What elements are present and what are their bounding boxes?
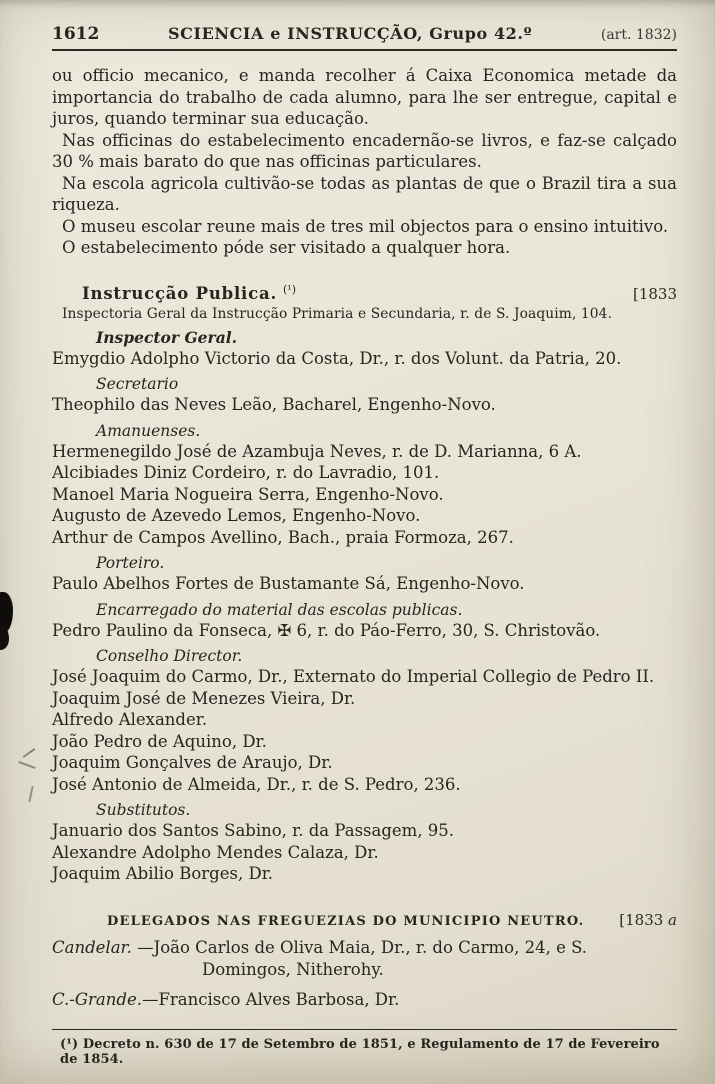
roster-line: José Joaquim do Carmo, Dr., Externato do Imperial Collegio de Pedro II. [52, 667, 655, 687]
paragraph-5: O estabelecimento póde ser visitado a qualquer hora. [62, 238, 511, 257]
role-heading-inspector: Inspector Geral. [96, 327, 238, 347]
roster-line: Joaquim José de Menezes Vieira, Dr. [52, 688, 356, 708]
header-article-ref: (art. 1832) [600, 27, 677, 43]
header-rule [52, 49, 677, 51]
section-title: Instrucção Publica. [82, 283, 278, 303]
delegate-entry-candelaria [52, 937, 677, 981]
delegates-heading: DELEGADOS NAS FREGUEZIAS DO MUNICIPIO NEUTRO. [107, 913, 585, 929]
roster-line: Alfredo Alexander. [52, 710, 208, 730]
role-heading-secretario: Secretario [96, 375, 179, 394]
roster-line: Paulo Abelhos Fortes de Bustamante Sá, Engenho-Novo. [52, 574, 525, 594]
roster-line: José Antonio de Almeida, Dr., r. de S. Pedro, 236. [52, 774, 461, 794]
role-heading-encarregado: Encarregado do material das escolas publicas. [96, 600, 463, 619]
delegates-heading-row [52, 911, 677, 929]
paragraph-2: Nas officinas do estabelecimento encadernão-se livros, e faz-se calçado 30 % mais barato do que nas officinas particulares. [52, 130, 677, 171]
role-heading-substitutos: Substitutos. [96, 801, 191, 820]
freguezia-name: Candelar. [52, 937, 132, 957]
delegate-text: —Francisco Alves Barbosa, Dr. [141, 989, 400, 1009]
roster-line: Januario dos Santos Sabino, r. da Passagem, 95. [52, 821, 455, 841]
roster-line: Theophilo das Neves Leão, Bacharel, Engenho-Novo. [52, 395, 496, 415]
delegate-text-continuation: Domingos, Nitherohy. [202, 959, 384, 979]
freguezia-name: C.-Grande. [52, 989, 142, 1009]
roster-line: Emygdio Adolpho Victorio da Costa, Dr., r. dos Volunt. da Patria, 20. [52, 348, 622, 368]
section-footnote-marker: (¹) [283, 282, 297, 296]
delegates-margin-ref-suffix: a [668, 910, 677, 929]
delegates-margin-ref-number: [1833 [619, 910, 669, 929]
roster-line: Alexandre Adolpho Mendes Calaza, Dr. [52, 842, 379, 862]
paragraph-4: O museu escolar reune mais de tres mil objectos para o ensino intuitivo. [62, 216, 669, 236]
roster-line: Pedro Paulino da Fonseca, ✠ 6, r. do Páo-Ferro, 30, S. Christovão. [52, 620, 601, 640]
roster-line: Hermenegildo José de Azambuja Neves, r. de D. Marianna, 6 A. [52, 441, 582, 461]
footnote-text: (¹) Decreto n. 630 de 17 de Setembro de 1851, e Regulamento de 17 de Fevereiro de 1854. [60, 1036, 660, 1067]
role-heading-porteiro: Porteiro. [96, 554, 165, 573]
section-heading-row [52, 283, 677, 303]
roster-line: Arthur de Campos Avellino, Bach., praia Formoza, 267. [52, 527, 514, 547]
delegate-entry-campo-grande [52, 989, 677, 1011]
page-number: 1612 [52, 24, 100, 44]
header-title: SCIENCIA e INSTRUCÇÃO, Grupo 42.º [168, 24, 533, 43]
roster-line: Alcibiades Diniz Cordeiro, r. do Lavradio, 101. [52, 463, 440, 483]
roster-line: João Pedro de Aquino, Dr. [52, 731, 267, 751]
delegates-margin-ref [619, 911, 677, 929]
delegate-text: —João Carlos de Oliva Maia, Dr., r. do Carmo, 24, e S. [131, 937, 588, 957]
roster-line: Manoel Maria Nogueira Serra, Engenho-Novo. [52, 484, 444, 504]
roster-line: Joaquim Gonçalves de Araujo, Dr. [52, 753, 333, 773]
paragraph-1: ou officio mecanico, e manda recolher á Caixa Economica metade da importancia do trabalho de cada alumno, para lhe ser entregue, capital e juros, quando terminar sua educação. [52, 66, 677, 128]
roster-line: Augusto de Azevedo Lemos, Engenho-Novo. [52, 506, 421, 526]
footnote-rule [52, 1029, 677, 1030]
roster-line: Joaquim Abilio Borges, Dr. [52, 864, 274, 884]
section-margin-ref: [1833 [632, 284, 677, 303]
section-title-wrap [52, 283, 296, 303]
role-heading-conselho: Conselho Director. [96, 647, 243, 666]
page-header [52, 24, 677, 44]
role-heading-amanuenses: Amanuenses. [96, 421, 201, 440]
section-address: Inspectoria Geral da Instrucção Primaria e Secundaria, r. de S. Joaquim, 104. [62, 305, 613, 322]
paragraph-3: Na escola agricola cultivão-se todas as plantas de que o Brazil tira a sua riqueza. [52, 173, 677, 214]
